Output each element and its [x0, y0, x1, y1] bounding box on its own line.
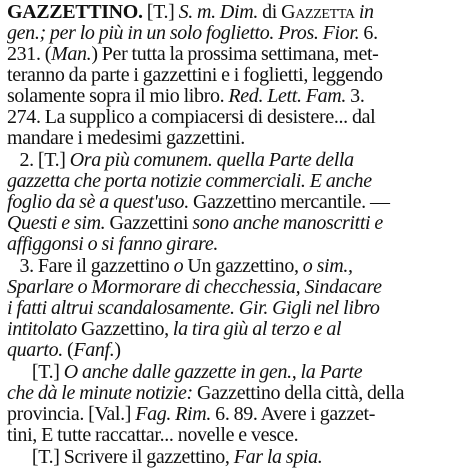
- text-run: teranno da parte i gazzettini e i foglietti, leggendo: [7, 64, 383, 86]
- entry-line-text: [7, 192, 390, 213]
- entry-line-19: [7, 383, 404, 404]
- text-run: o sim.,: [302, 255, 353, 277]
- text-run: Fag. Rim.: [135, 403, 212, 425]
- entry-line-text: [7, 213, 383, 234]
- text-run: (: [62, 339, 74, 361]
- text-run: i fatti altrui scandalosamente.: [7, 297, 235, 319]
- text-run: ) Per tutta la prossima settimana, met-: [91, 43, 379, 65]
- text-run: foglio da sè a quest'uso.: [7, 191, 189, 213]
- text-run: mandare i medesimi gazzettini.: [7, 127, 245, 149]
- text-run: 3. Fare il gazzettino: [7, 255, 174, 277]
- entry-line-8: [7, 150, 354, 171]
- entry-line-text: [7, 65, 383, 86]
- entry-line-4: [7, 65, 383, 86]
- entry-line-3: [7, 44, 379, 65]
- entry-line-21: [7, 425, 298, 446]
- entry-line-text: [7, 277, 382, 298]
- entry-line-22: [7, 447, 322, 468]
- text-run: 274. La supplico a compiacersi di desistere... dal: [7, 106, 376, 128]
- entry-line-13: [7, 256, 353, 277]
- text-run: affiggonsi o si fanno girare.: [7, 233, 219, 255]
- text-run: Gazzettino,: [76, 318, 173, 340]
- text-run: O anche dalle gazzette in gen., la Parte: [63, 361, 363, 383]
- text-run: Gazzettino della città, della: [192, 382, 405, 404]
- text-run: solamente sopra il mio libro.: [7, 85, 229, 107]
- entry-line-text: [7, 425, 298, 446]
- text-run: S. m. Dim.: [178, 1, 258, 23]
- text-run: di: [257, 1, 282, 23]
- entry-line-text: [7, 234, 218, 255]
- entry-line-18: [7, 362, 362, 383]
- text-run: GAZZETTINO.: [7, 1, 143, 23]
- entry-line-text: [7, 23, 378, 44]
- text-run: [T.]: [142, 1, 179, 23]
- text-run: che dà le minute notizie:: [7, 382, 193, 404]
- text-run: o: [173, 255, 184, 277]
- text-run: Red. Lett. Fam.: [228, 85, 347, 107]
- text-run: 2. [T.]: [7, 149, 70, 171]
- text-run: Man.: [51, 43, 92, 65]
- text-run: Ora più comunem. quella Parte della: [69, 149, 354, 171]
- entry-line-text: [7, 171, 372, 192]
- entry-line-text: [7, 2, 374, 23]
- entry-line-2: [7, 23, 378, 44]
- text-run: tini, E tutte raccattar... novelle e vesce.: [7, 424, 299, 446]
- entry-line-text: [7, 86, 364, 107]
- entry-line-14: [7, 277, 382, 298]
- text-run: 3.: [346, 85, 365, 107]
- entry-line-5: [7, 86, 364, 107]
- text-run: sono anche manoscritti e: [192, 212, 383, 234]
- entry-line-text: [7, 404, 375, 425]
- entry-line-text: [7, 298, 380, 319]
- text-run: Un gazzettino,: [183, 255, 303, 277]
- text-run: la tira giù al terzo e al: [172, 318, 342, 340]
- entry-line-10: [7, 192, 390, 213]
- text-run: Fanf.: [73, 339, 115, 361]
- text-run: gen.; per lo più in un solo foglietto.: [7, 22, 275, 44]
- text-run: Gazzettino mercantile. —: [188, 191, 390, 213]
- text-run: [T.]: [7, 361, 64, 383]
- text-run: Far la spia.: [233, 446, 323, 468]
- text-run: quarto.: [7, 339, 63, 361]
- entry-line-text: [7, 447, 322, 468]
- text-run: intitolato: [7, 318, 77, 340]
- entry-line-text: [7, 319, 341, 340]
- entry-line-17: [7, 340, 121, 361]
- text-run: ): [114, 339, 121, 361]
- text-run: [T.] Scrivere il gazzettino,: [7, 446, 234, 468]
- entry-line-text: [7, 44, 379, 65]
- entry-line-6: [7, 107, 375, 128]
- text-run: 6. 89. Avere i gazzet-: [211, 403, 376, 425]
- entry-line-12: [7, 234, 218, 255]
- text-run: Gir. Gigli nel libro: [238, 297, 380, 319]
- entry-line-text: [7, 383, 404, 404]
- text-run: in: [354, 1, 374, 23]
- entry-line-text: [7, 107, 375, 128]
- text-run: gazzetta che porta notizie commerciali. E anche: [7, 170, 372, 192]
- entry-line-text: [7, 256, 353, 277]
- text-run: Pros. Fior.: [278, 22, 360, 44]
- entry-line-7: [7, 128, 245, 149]
- text-run: Questi e sim.: [7, 212, 106, 234]
- text-run: provincia. [Val.]: [7, 403, 136, 425]
- entry-line-text: [7, 128, 245, 149]
- entry-line-text: [7, 340, 121, 361]
- text-run: Gazzettini: [105, 212, 193, 234]
- entry-line-16: [7, 319, 341, 340]
- entry-line-20: [7, 404, 375, 425]
- entry-line-11: [7, 213, 383, 234]
- text-run: Sparlare o Mormorare di checchessia, Sindacare: [7, 276, 382, 298]
- text-run: 231. (: [7, 43, 52, 65]
- entry-line-9: [7, 171, 372, 192]
- entry-line-text: [7, 362, 362, 383]
- entry-line-15: [7, 298, 380, 319]
- entry-line-text: [7, 150, 354, 171]
- text-run: 6.: [359, 22, 378, 44]
- entry-line-1: [7, 2, 374, 23]
- text-run: Gazzetta: [281, 1, 355, 23]
